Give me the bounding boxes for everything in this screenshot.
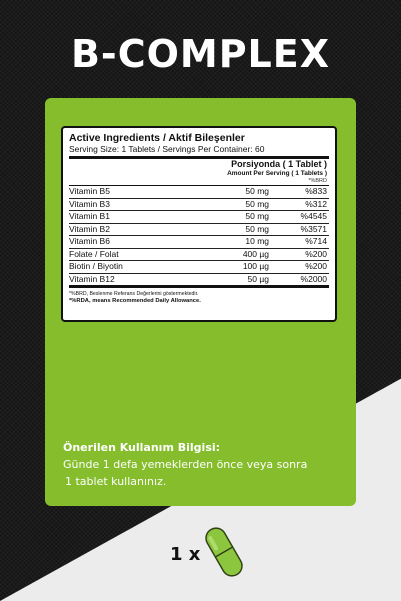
ingredient-pct: %2000 (300, 273, 327, 284)
ingredient-amount: 100 µg (242, 261, 269, 271)
label-heading: Active Ingredients / Aktif Bileşenler (69, 132, 245, 144)
ingredient-amount: 400 µg (242, 248, 269, 259)
product-title: B-COMPLEX (70, 32, 331, 76)
table-row (69, 236, 329, 249)
ingredient-name: Vitamin B12 (69, 273, 115, 284)
ingredient-amount: 50 µg (247, 273, 269, 284)
divider-bottom (69, 285, 329, 288)
ingredient-pct: %3571 (300, 223, 327, 234)
ingredient-amount: 50 mg (245, 198, 269, 209)
footnote-rda: *%RDA, means Recommended Daily Allowance. (69, 298, 201, 304)
ingredient-pct: %4545 (300, 211, 327, 221)
amount-per-serving: Amount Per Serving ( 1 Tablets ) (227, 170, 327, 177)
ingredient-amount: 50 mg (245, 223, 269, 234)
table-row (69, 274, 329, 286)
usage-line-1: Günde 1 defa yemeklerden önce veya sonra (63, 458, 308, 471)
ingredient-pct: %200 (305, 248, 327, 259)
capsule-icon (204, 522, 244, 582)
ingredient-amount: 50 mg (245, 211, 269, 221)
usage-line-2: 1 tablet kullanınız. (65, 475, 167, 488)
ingredient-amount: 50 mg (245, 186, 269, 196)
ingredient-name: Vitamin B6 (69, 236, 110, 246)
ingredient-name: Biotin / Biyotin (69, 261, 123, 271)
ingredient-pct: %833 (305, 186, 327, 196)
ingredient-name: Folate / Folat (69, 248, 119, 259)
table-row (69, 186, 329, 199)
brd-marker: *%BRD (308, 178, 327, 184)
per-serving-heading: Porsiyonda ( 1 Tablet ) (231, 159, 327, 169)
table-row (69, 224, 329, 237)
supplement-facts-label (61, 126, 337, 322)
ingredient-amount: 10 mg (245, 236, 269, 246)
table-row (69, 249, 329, 262)
table-row (69, 199, 329, 212)
ingredient-pct: %714 (305, 236, 327, 246)
ingredient-pct: %312 (305, 198, 327, 209)
ingredient-pct: %200 (305, 261, 327, 271)
ingredient-name: Vitamin B3 (69, 198, 110, 209)
footnote-brd: *%BRD, Beslenme Referans Değerlerini göstermektedir. (69, 291, 199, 297)
usage-section (63, 440, 353, 490)
ingredient-name: Vitamin B5 (69, 186, 110, 196)
quantity-label: 1 x (170, 544, 201, 565)
ingredient-name: Vitamin B2 (69, 223, 110, 234)
table-row (69, 261, 329, 274)
ingredient-name: Vitamin B1 (69, 211, 110, 221)
serving-info: Serving Size: 1 Tablets / Servings Per Container: 60 (69, 144, 265, 154)
usage-title: Önerilen Kullanım Bilgisi: (63, 441, 221, 454)
table-row (69, 211, 329, 224)
